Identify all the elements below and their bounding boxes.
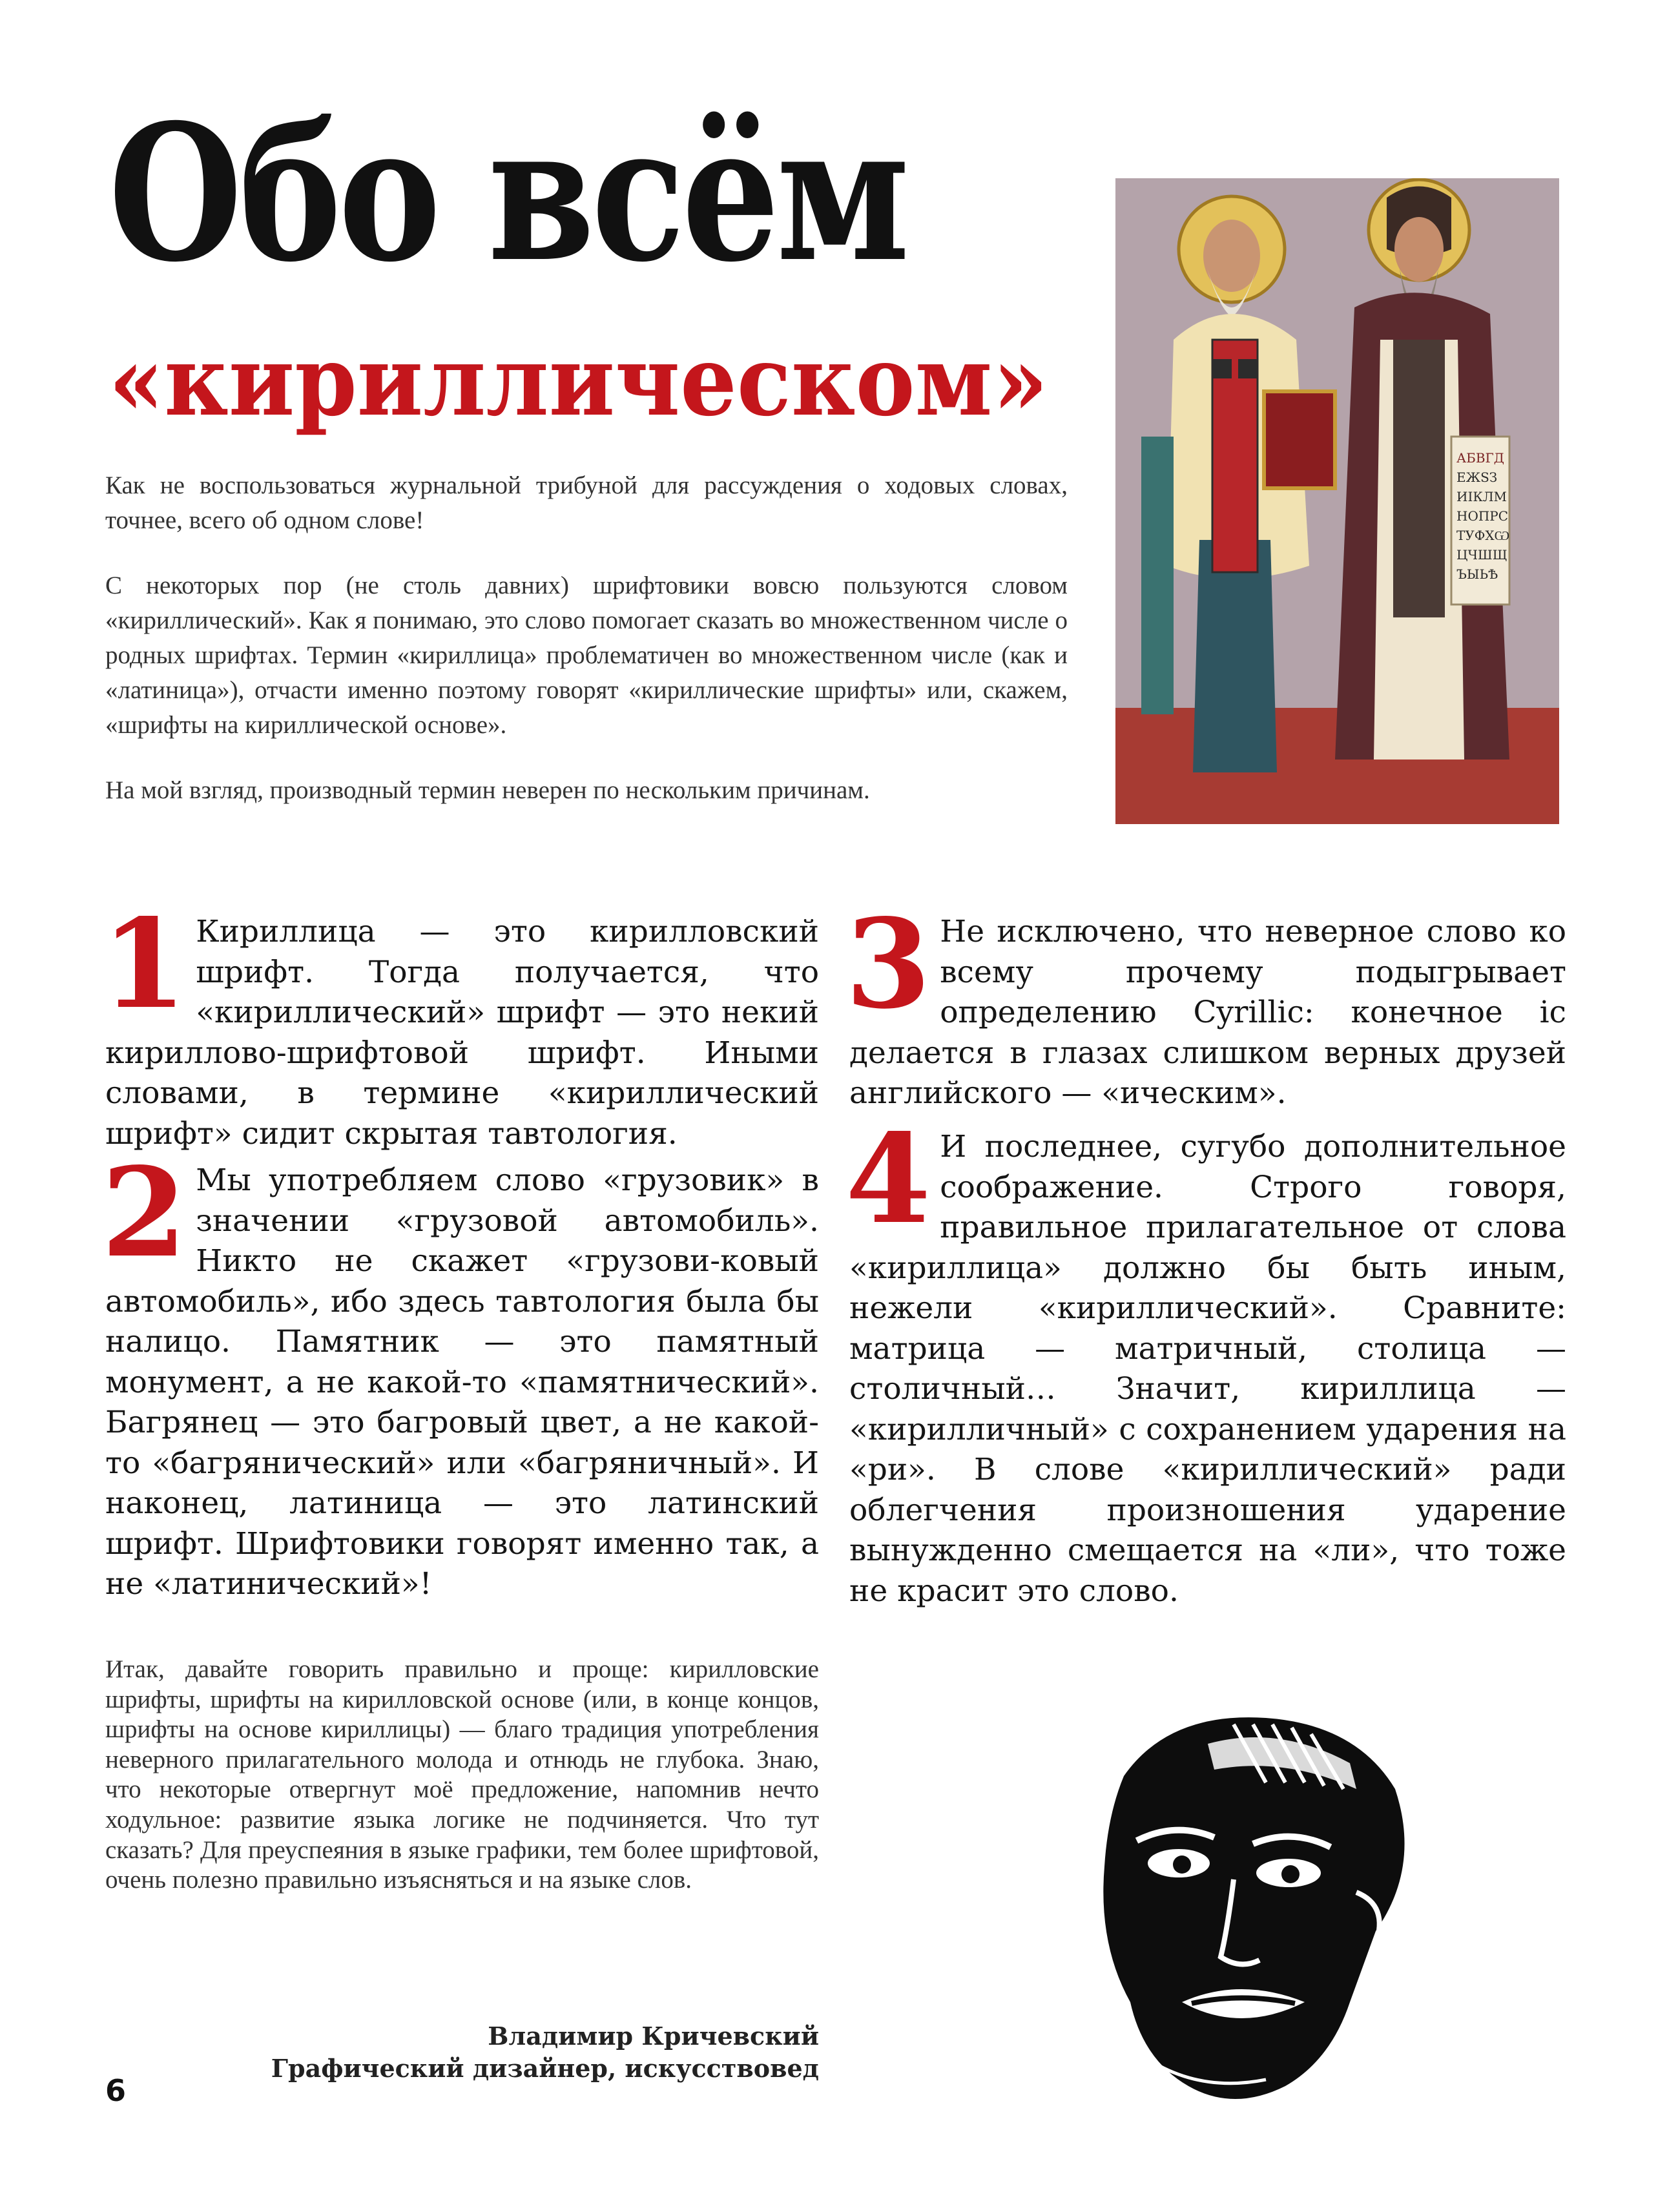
author-signature — [194, 2020, 819, 2085]
item-number: 3 — [845, 892, 931, 1036]
numbered-item — [101, 1141, 819, 1605]
saints-icon-illustration — [1115, 178, 1559, 824]
mask-illustration — [1072, 1699, 1434, 2118]
item-number: 2 — [101, 1141, 187, 1285]
saints-icon-image — [1115, 178, 1559, 824]
numbered-item — [845, 892, 1566, 1114]
title-line-2: «кириллическом» — [109, 324, 1048, 438]
author-role: Графический дизайнер, искусствовед — [271, 2054, 819, 2083]
woodcut-face-image — [1072, 1699, 1434, 2118]
item-number: 1 — [101, 892, 187, 1036]
title-line-1: Обо всём — [109, 84, 907, 304]
svg-text:ЦЧШЩ: ЦЧШЩ — [1456, 547, 1507, 563]
item-text: Мы употребляем слово «грузовик» в значении «грузовой автомобиль». Никто не скажет «грузови-ковый автомобиль», ибо здесь тавтология была бы налицо. Памятник — это памятный монумент, а не какой-то «памятнический». Багрянец — это багровый цвет, а не какой-то «багрянический» или «багряничный». И наконец, латиница — это латинский шрифт. Шрифтовики говорят именно так, а не «латинический»! — [105, 1163, 819, 1602]
svg-text:ТУФХѠ: ТУФХѠ — [1456, 528, 1510, 543]
svg-text:НОПРС: НОПРС — [1456, 508, 1509, 524]
svg-text:ЕЖЅЗ: ЕЖЅЗ — [1456, 470, 1498, 485]
intro-paragraph: С некоторых пор (не столь давних) шрифтовики вовсю пользуются словом «кириллический». Как я понимаю, это слово помогает сказать во множественном числе о родных шрифтах. Термин «кириллица» проблематичен во множественном числе (как и «латиница»), отчасти именно поэтому говорят «кириллические шрифты» или, скажем, «шрифты на кириллической основе». — [105, 572, 1068, 739]
page-number: 6 — [105, 2073, 127, 2108]
numbered-item — [845, 1107, 1566, 1611]
closing-paragraph: Итак, давайте говорить правильно и проще: кирилловские шрифты, шрифты на кирилловской основе (или, в конце концов, шрифты на основе кириллицы) — благо традиция употребления неверного прилагательного молода и отнюдь не глубока. Знаю, что некоторые отвергнут моё предложение, напомнив нечто ходульное: развитие языка логике не подчиняется. Что тут сказать? Для преуспеяния в языке графики, тем более шрифтовой, очень полезно правильно изъясняться и на языке слов. — [105, 1655, 819, 1894]
item-text: И последнее, сугубо дополнительное соображение. Строго говоря, правильное прилагательное от слова «кириллица» должно бы быть иным, нежели «кириллический». Сравните: матрица — матричный, столица — столичный… Значит, кириллица — «кирилличный» с сохранением ударения на «ри». В слове «кириллический» ради облегчения произношения ударение вынужденно смещается на «ли», что тоже не красит это слово. — [849, 1129, 1566, 1609]
item-number: 4 — [845, 1107, 931, 1251]
svg-text:АБВГД: АБВГД — [1456, 450, 1505, 466]
intro-paragraph: На мой взгляд, производный термин неверен по нескольким причинам. — [105, 776, 870, 804]
svg-text:ИІКЛМ: ИІКЛМ — [1456, 489, 1507, 504]
item-text: Не исключено, что неверное слово ко всему прочему подыгрывает определению Cyrillic: конечное ic делается в глазах слишком верных друзей английского — «ическим». — [849, 914, 1566, 1111]
intro-block — [105, 468, 1068, 838]
item-text: Кириллица — это кирилловский шрифт. Тогда получается, что «кириллический» шрифт — это некий кириллово-шрифтовой шрифт. Иными словами, в термине «кириллический шрифт» сидит скрытая тавтология. — [105, 914, 819, 1152]
svg-text:ЪЫЬѢ: ЪЫЬѢ — [1456, 566, 1498, 582]
intro-paragraph: Как не воспользоваться журнальной трибуной для рассуждения о ходовых словах, точнее, всего об одном слове! — [105, 471, 1068, 534]
author-name: Владимир Кричевский — [488, 2021, 819, 2051]
numbered-item — [101, 892, 819, 1154]
